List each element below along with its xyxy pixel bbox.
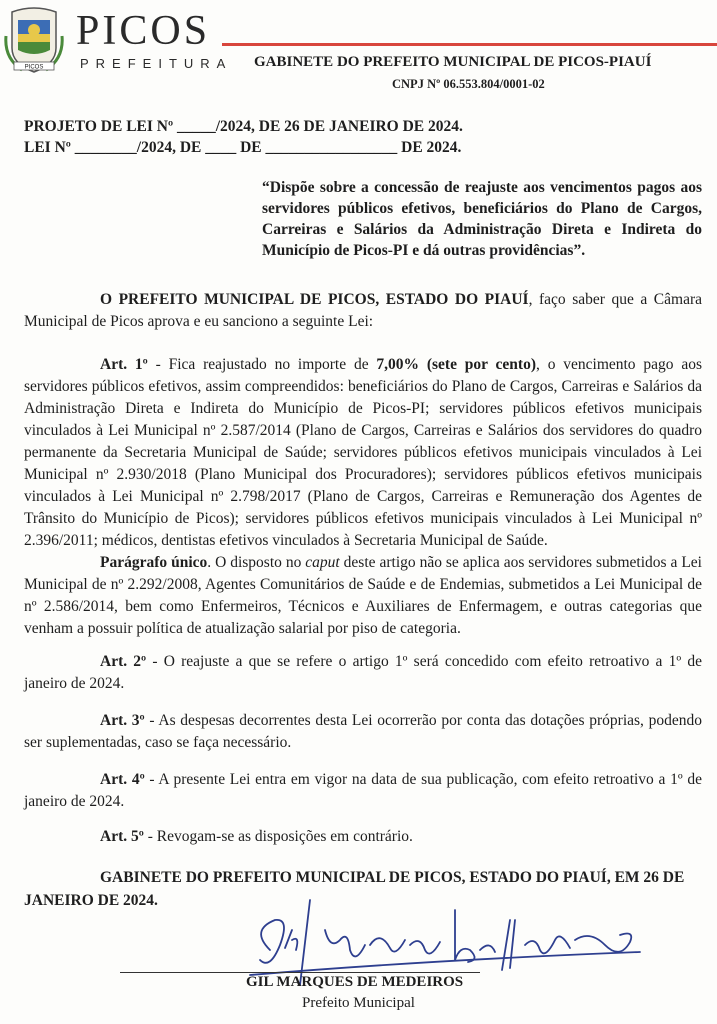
signer-role: Prefeito Municipal — [302, 995, 415, 1011]
article-4-label: Art. 4º — [100, 771, 145, 788]
paragraph-unico-caput: caput — [305, 554, 340, 571]
article-3-text: - As despesas decorrentes desta Lei ocorrerão por conta das dotações próprias, podendo ser suplementadas, caso se faça necessário. — [24, 712, 702, 751]
article-5 — [24, 826, 702, 848]
paragraph-unico-text-b: deste artigo não se aplica aos servidores submetidos a Lei Municipal de nº 2.292/2008, Agentes Comunitários de Saúde e de Endemias, submetidos a Lei Municipal de nº 2.586/2014, bem como Enfermeiros, Técnicos e Auxiliares de Enfermagem, e outras categorias que venham a possuir política de atualização salarial por piso de categoria. — [24, 554, 702, 637]
article-2-label: Art. 2º — [100, 653, 147, 670]
article-1-percent: 7,00% (sete por cento) — [376, 356, 536, 373]
office-heading: GABINETE DO PREFEITO MUNICIPAL DE PICOS-PIAUÍ — [254, 54, 652, 70]
article-1 — [24, 354, 702, 640]
article-2 — [24, 651, 702, 695]
brand-subtitle: PREFEITURA — [80, 56, 233, 71]
preamble-bold: O PREFEITO MUNICIPAL DE PICOS, ESTADO DO PIAUÍ — [100, 291, 529, 308]
municipal-crest-logo — [4, 6, 64, 76]
paragraph-unico-text-a: . O disposto no — [207, 554, 306, 571]
article-1-label: Art. 1º — [100, 356, 148, 373]
closing-statement: GABINETE DO PREFEITO MUNICIPAL DE PICOS, ESTADO DO PIAUÍ, EM 26 DE JANEIRO DE 2024. — [24, 869, 685, 909]
ementa: “Dispõe sobre a concessão de reajuste aos vencimentos pagos aos servidores públicos efetivos, beneficiários do Plano de Cargos, Carreiras e Salários da Administração Direta e Indireta do Município de Picos-PI e dá outras providências”. — [262, 179, 702, 259]
signer-name: GIL MARQUES DE MEDEIROS — [246, 974, 464, 990]
article-1-text-a: - Fica reajustado no importe de — [147, 356, 377, 373]
article-4 — [24, 769, 702, 813]
article-4-text: - A presente Lei entra em vigor na data de sua publicação, com efeito retroativo a 1º de janeiro de 2024. — [24, 771, 702, 810]
preamble — [24, 289, 702, 333]
article-3 — [24, 710, 702, 754]
article-1-text-b: , o vencimento pago aos servidores públicos efetivos, assim compreendidos: beneficiários do Plano de Cargos, Carreiras e Salários da Administração Direta e Indireta do Município de Picos-PI; servidores públicos efetivos municipais vinculados à Lei Municipal nº 2.587/2014 (Plano de Cargos, Carreiras e Salários dos servidores do quadro permanente da Secretaria Municipal de Saúde; servidores públicos efetivos municipais vinculados à Lei Municipal nº 2.930/2018 (Plano Municipal dos Procuradores); servidores públicos efetivos municipais vinculados à Lei Municipal nº 2.798/2017 (Plano de Cargos, Carreiras e Remuneração dos Agentes de Trânsito do Município de Picos); servidores públicos efetivos municipais vinculados à Lei Municipal nº 2.396/2011; médicos, dentistas efetivos vinculados à Secretaria Municipal de Saúde. — [24, 356, 702, 549]
header-divider — [222, 43, 717, 46]
article-5-label: Art. 5º — [100, 828, 144, 845]
law-title: LEI Nº ________/2024, DE ____ DE _________________ DE 2024. — [24, 139, 462, 156]
crest-ribbon-text: PICOS — [24, 64, 44, 71]
brand-name: PICOS — [76, 8, 211, 54]
article-3-label: Art. 3º — [100, 712, 145, 729]
cnpj-text: CNPJ Nº 06.553.804/0001-02 — [392, 77, 545, 91]
bill-title: PROJETO DE LEI Nº _____/2024, DE 26 DE JANEIRO DE 2024. — [24, 118, 463, 135]
article-5-text: - Revogam-se as disposições em contrário. — [143, 828, 413, 845]
paragraph-unico-label: Parágrafo único — [100, 554, 208, 571]
preamble-text: , faço saber que a Câmara Municipal de Picos aprova e eu sanciono a seguinte Lei: — [24, 291, 702, 330]
signature-line — [120, 972, 480, 973]
article-2-text: - O reajuste a que se refere o artigo 1º será concedido com efeito retroativo a 1º de janeiro de 2024. — [24, 653, 702, 692]
